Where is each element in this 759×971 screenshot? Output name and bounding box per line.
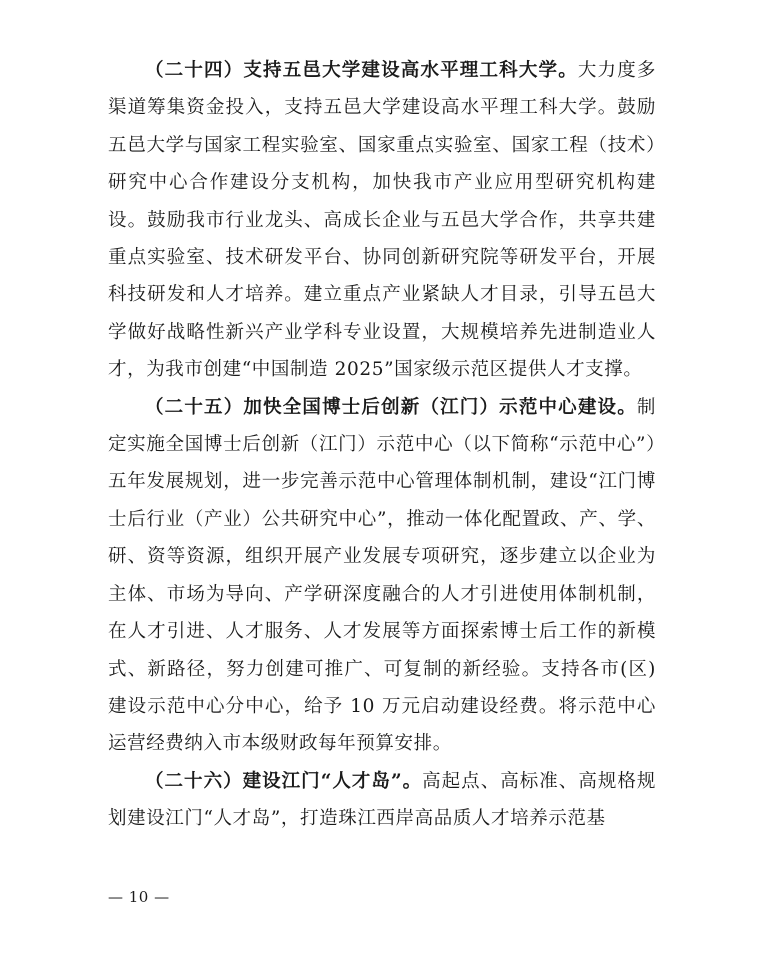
paragraph-24-heading: （二十四）支持五邑大学建设高水平理工科大学。	[145, 60, 578, 81]
paragraph-26-heading: （二十六）建设江门“人才岛”。	[145, 770, 423, 792]
page-number: — 10 —	[108, 888, 170, 906]
paragraph-25	[108, 389, 656, 763]
document-body	[108, 52, 656, 838]
paragraph-24-body: 大力度多渠道筹集资金投入，支持五邑大学建设高水平理工科大学。鼓励五邑大学与国家工程实验室、国家重点实验室、国家工程（技术）研究中心合作建设分支机构，加快我市产业应用型研究机构建设。鼓励我市行业龙头、高成长企业与五邑大学合作，共享共建重点实验室、技术研发平台、协同创新研究院等研发平台，开展科技研发和人才培养。建立重点产业紧缺人才目录，引导五邑大学做好战略性新兴产业学科专业设置，大规模培养先进制造业人才，为我市创建“中国制造 2025”国家级示范区提供人才支撑。	[108, 60, 657, 381]
paragraph-26-body: 高起点、高标准、高规格规划建设江门“人才岛”，打造珠江西岸高品质人才培养示范基	[108, 770, 656, 830]
paragraph-25-body: 制定实施全国博士后创新（江门）示范中心（以下简称“示范中心”）五年发展规划，进一步完善示范中心管理体制机制，建设“江门博士后行业（产业）公共研究中心”，推动一体化配置政、产、学、研、资等资源，组织开展产业发展专项研究，逐步建立以企业为主体、市场为导向、产学研深度融合的人才引进使用体制机制，在人才引进、人才服务、人才发展等方面探索博士后工作的新模式、新路径，努力创建可推广、可复制的新经验。支持各市(区)建设示范中心分中心，给予 10 万元启动建设经费。将示范中心运营经费纳入市本级财政每年预算安排。	[108, 396, 656, 755]
paragraph-26	[108, 763, 656, 838]
paragraph-24	[108, 52, 656, 389]
paragraph-25-heading: （二十五）加快全国博士后创新（江门）示范中心建设。	[145, 396, 637, 418]
